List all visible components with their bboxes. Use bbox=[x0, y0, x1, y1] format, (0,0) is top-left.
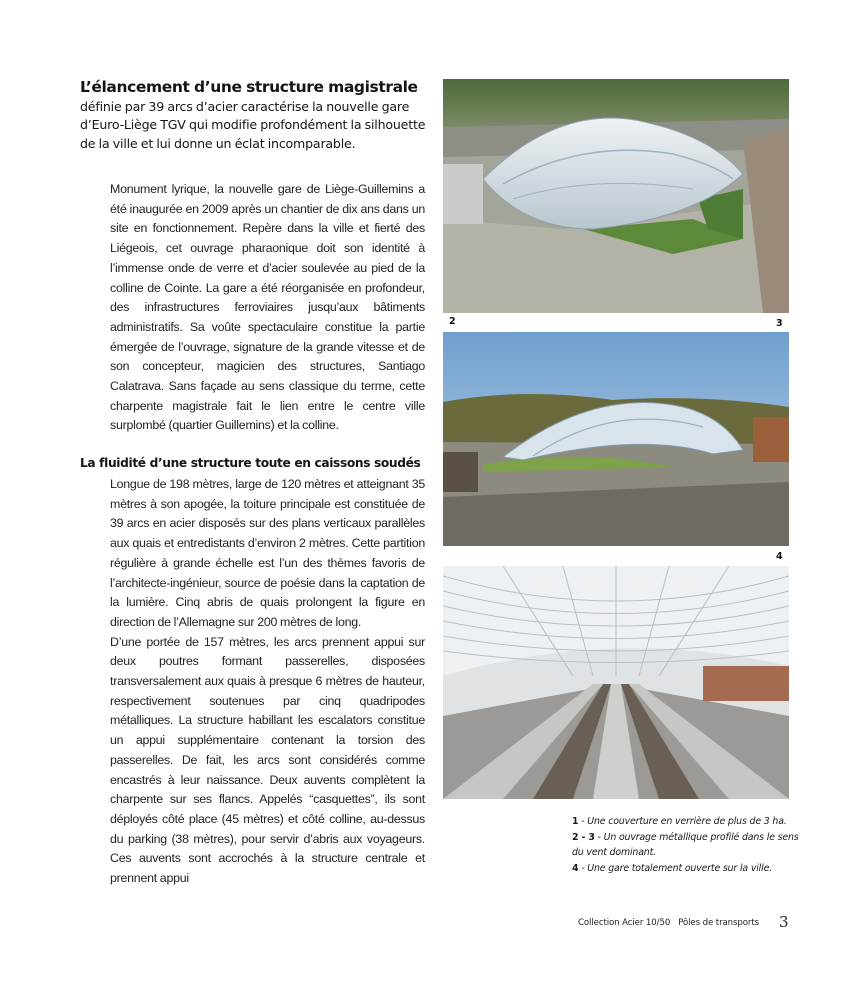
figure-number: 3 bbox=[776, 318, 783, 329]
figure-number: 2 bbox=[449, 316, 456, 327]
caption-number: 2 - 3 bbox=[572, 831, 595, 843]
figure-number: 4 bbox=[776, 551, 783, 562]
caption-number: 4 bbox=[572, 862, 579, 874]
footer-collection: Collection Acier 10/50 bbox=[578, 918, 671, 928]
intro-text: Monument lyrique, la nouvelle gare de Liège-Guillemins a été inaugurée en 2009 après un chantier de dix ans dans un site en fonctionnement. Repère dans la ville et fierté des Liégeois, cet ouvrage pharaonique doit son identité à l’immense onde de verre et d’acier soulevée au pied de la colline de Cointe. La gare a été réorganisée en profondeur, des infrastructures ferroviaires jusqu’aux bâtiments administratifs. Sa voûte spectaculaire constitue la partie émergée de l’ouvrage, signature de la grande vitesse et de son concepteur, magicien des structures, Santiago Calatrava. Sans façade au sens classique du terme, cette charpente magistrale fait le lien entre le centre ville surplombé (quartier Guillemins) et la colline. bbox=[110, 182, 425, 433]
caption-item bbox=[572, 814, 807, 830]
lead-bold: L’élancement d’une structure magistrale bbox=[80, 78, 418, 96]
caption-number: 1 bbox=[572, 816, 579, 827]
section-heading: La fluidité d’une structure toute en caissons soudés bbox=[80, 456, 421, 470]
page-number: 3 bbox=[779, 913, 789, 931]
footer-title: Pôles de transports bbox=[678, 918, 759, 928]
photo-aerial-station bbox=[443, 79, 789, 313]
lead-paragraph bbox=[80, 78, 430, 153]
section-body bbox=[110, 475, 425, 889]
caption-item bbox=[572, 830, 807, 861]
photo-side-view-station bbox=[443, 332, 789, 546]
caption-text: - Une gare totalement ouverte sur la ville. bbox=[578, 862, 773, 874]
figure-captions bbox=[572, 814, 807, 876]
lead-text: définie par 39 arcs d’acier caractérise la nouvelle gare d’Euro-Liège TGV qui modifie profondément la silhouette de la ville et lui donne un éclat incomparable. bbox=[80, 98, 426, 151]
page-footer bbox=[578, 918, 759, 928]
section-paragraph: Longue de 198 mètres, large de 120 mètres et atteignant 35 mètres à son apogée, la toiture principale est constituée de 39 arcs en acier disposés sur des plans verticaux parallèles aux quais et entredistants d’environ 2 mètres. Cette partition régulière à grande échelle est l’un des thèmes favoris de l’architecte-ingénieur, source de poésie dans la captation de la lumière. Cinq abris de quais prolongent la figure en direction de l’Allemagne sur 200 mètres de long. bbox=[110, 477, 425, 629]
intro-paragraph bbox=[110, 180, 425, 436]
caption-text: - Un ouvrage métallique profilé dans le sens du vent dominant. bbox=[572, 831, 799, 859]
caption-text: - Une couverture en verrière de plus de 3 ha. bbox=[578, 816, 787, 827]
section-paragraph: D’une portée de 157 mètres, les arcs prennent appui sur deux poutres formant passerelles, disposées transversalement aux quais à presque 6 mètres de hauteur, respectivement soutenues par cinq quadripodes métalliques. La structure habillant les escalators constitue un appui supplémentaire contenant la torsion des passerelles. De fait, les arcs sont considérés comme encastrés à leur naissance. Deux auvents complètent la charpente sur ses flancs. Appelés “casquettes”, ils sont déployés côté place (45 mètres) et côté colline, au-dessus du parking (38 mètres), pour servir d’abris aux voyageurs. Ces auvents sont accrochés à la structure centrale et prennent appui bbox=[110, 634, 425, 886]
caption-item bbox=[572, 861, 807, 877]
photo-platforms-interior bbox=[443, 566, 789, 799]
